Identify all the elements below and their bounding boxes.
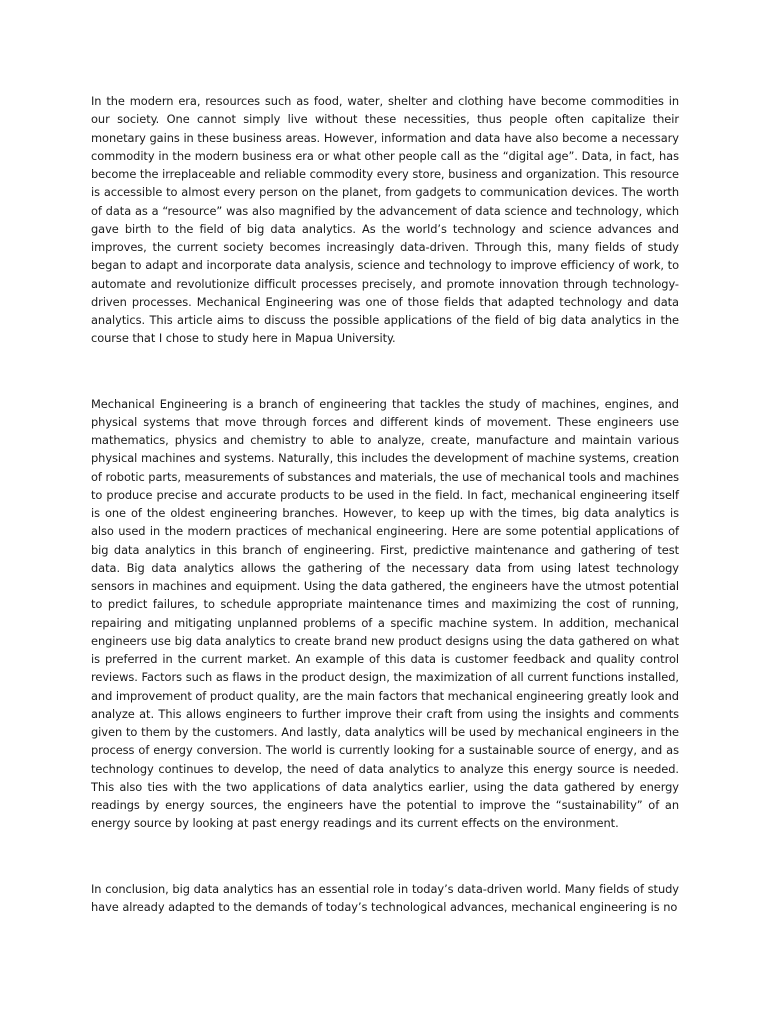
paragraph-introduction: In the modern era, resources such as food, water, shelter and clothing have become commodities in our society. One cannot simply live without these necessities, thus people often capitalize their monetary gains in these business areas. However, information and data have also become a necessary commodity in the modern business era or what other people call as the “digital age”. Data, in fact, has become the irreplaceable and reliable commodity every store, business and organization. This resource is accessible to almost every person on the planet, from gadgets to communication devices. The worth of data as a “resource” was also magnified by the advancement of data science and technology, which gave birth to the field of big data analytics. As the world’s technology and science advances and improves, the current society becomes increasingly data-driven. Through this, many fields of study began to adapt and incorporate data analysis, science and technology to improve efficiency of work, to automate and revolutionize difficult processes precisely, and promote innovation through technology-driven processes. Mechanical Engineering was one of those fields that adapted technology and data analytics. This article aims to discuss the possible applications of the field of big data analytics in the course that I chose to study here in Mapua University. [91, 94, 679, 346]
paragraph-mechanical-engineering: Mechanical Engineering is a branch of engineering that tackles the study of machines, engines, and physical systems that move through forces and different kinds of movement. These engineers use mathematics, physics and chemistry to able to analyze, create, manufacture and maintain various physical machines and systems. Naturally, this includes the development of machine systems, creation of robotic parts, measurements of substances and materials, the use of mechanical tools and machines to produce precise and accurate products to be used in the field. In fact, mechanical engineering itself is one of the oldest engineering branches. However, to keep up with the times, big data analytics is also used in the modern practices of mechanical engineering. Here are some potential applications of big data analytics in this branch of engineering. First, predictive maintenance and gathering of test data. Big data analytics allows the gathering of the necessary data from using latest technology sensors in machines and equipment. Using the data gathered, the engineers have the utmost potential to predict failures, to schedule appropriate maintenance times and maximizing the cost of running, repairing and mitigating unplanned problems of a specific machine system. In addition, mechanical engineers use big data analytics to create brand new product designs using the data gathered on what is preferred in the current market. An example of this data is customer feedback and quality control reviews. Factors such as flaws in the product design, the maximization of all current functions installed, and improvement of product quality, are the main factors that mechanical engineering greatly look and analyze at. This allows engineers to further improve their craft from using the insights and comments given to them by the customers. And lastly, data analytics will be used by mechanical engineers in the process of energy conversion. The world is currently looking for a sustainable source of energy, and as technology continues to develop, the need of data analytics to analyze this energy source is needed. This also ties with the two applications of data analytics earlier, using the data gathered by energy readings by energy sources, the engineers have the potential to improve the “sustainability” of an energy source by looking at past energy readings and its current effects on the environment. [91, 396, 679, 831]
document-body [91, 92, 679, 916]
paragraph-conclusion: In conclusion, big data analytics has an essential role in today’s data-driven world. Many fields of study have already adapted to the demands of today’s technological advances, mechanical engineering is no [91, 881, 679, 914]
